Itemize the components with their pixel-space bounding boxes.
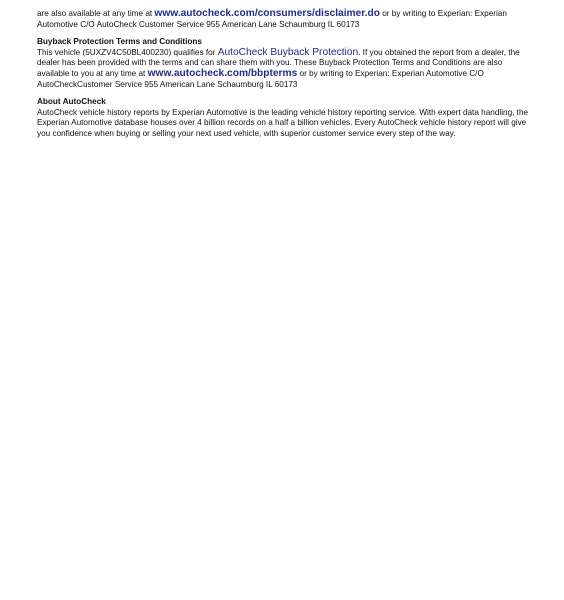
bbpterms-link[interactable]: www.autocheck.com/bbpterms <box>147 67 298 79</box>
about-paragraph: AutoCheck vehicle history reports by Experian Automotive is the leading vehicle history reporting service. With expert data handling, the Experian Automotive database houses over 4 billion records on a half a billion vehicles. Every AutoCheck vehicle history report will give you confidence when buying or selling your next used vehicle, with superior customer service every step of the way. <box>37 107 529 138</box>
buyback-section <box>37 37 530 90</box>
buyback-text-3: or by writing to Experian: Experian Automotive C/O AutoCheckCustomer Service 955 American Lane Schaumburg IL 60173 <box>37 68 484 89</box>
buyback-text-2: . If you obtained the report from a dealer, the dealer has been provided with the terms and can share them with you. These Buyback Protection Terms and Conditions are also available to you at any time at <box>37 47 520 78</box>
disclaimer-text-before: are also available at any time at <box>37 9 155 18</box>
buyback-heading: Buyback Protection Terms and Conditions <box>37 37 202 47</box>
disclaimer-link[interactable]: www.autocheck.com/consumers/disclaimer.do <box>154 8 380 19</box>
buyback-protection-link[interactable]: AutoCheck Buyback Protection <box>217 46 359 58</box>
buyback-paragraph <box>37 48 530 90</box>
disclaimer-text-after: or by writing to Experian: Experian Automotive C/O AutoCheck Customer Service 955 American Lane Schaumburg IL 60173 <box>37 9 507 29</box>
buyback-text-1: This vehicle (5UXZV4C50BL400230) qualifies for <box>37 47 218 57</box>
disclaimer-paragraph <box>37 9 530 30</box>
about-heading: About AutoCheck <box>37 97 106 107</box>
about-section <box>37 97 530 139</box>
